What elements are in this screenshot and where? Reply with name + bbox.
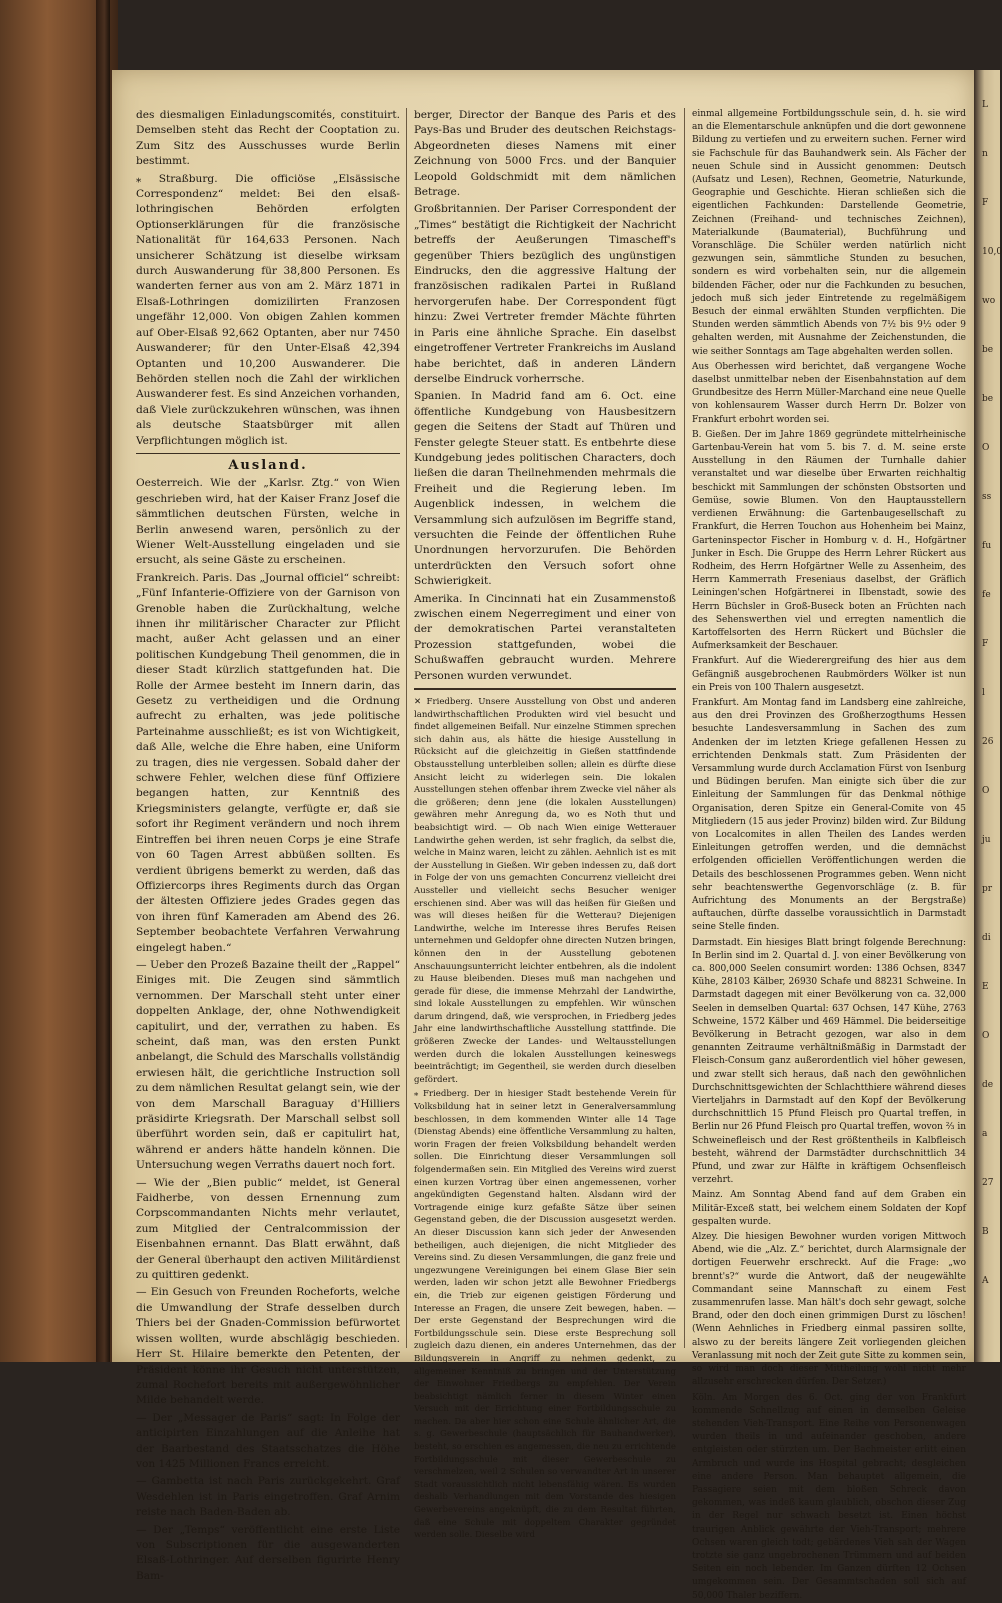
edge-fragment: A xyxy=(982,1276,989,1286)
divider xyxy=(136,453,400,454)
edge-fragment: F xyxy=(982,198,989,208)
paragraph: Mainz. Am Sonntag Abend fand auf dem Graben ein Militär-Exceß statt, bei welchem einem Soldaten der Kopf gespalten wurde. xyxy=(692,1190,966,1227)
paragraph: — Der „Messager de Paris“ sagt: In Folge der anticipirten Einzahlungen auf die Anleihe hat der Baarbestand des Staatsschatzes die Höhe von 1425 Millionen Francs erreicht. xyxy=(136,1411,400,1470)
paragraph: — Gambetta ist nach Paris zurückgekehrt. Graf Wesdehlen ist in Paris eingetroffen. Graf Arnim reiste nach Baden-Baden ab. xyxy=(136,1475,400,1519)
paragraph: des diesmaligen Einladungscomités, constituirt. Demselben steht das Recht der Cooptation zu. Zum Sitz des Ausschusses wurde Berlin bestimmt. xyxy=(136,109,400,168)
edge-fragment: E xyxy=(982,982,989,992)
paragraph: ⁎ Straßburg. Die officiöse „Elsässische Correspondenz“ meldet: Bei den elsaß-lothringischen Behörden erfolgten Optionserklärungen für die französische Nationalität für 164,633 Personen. Nach unsicherer Schätzung ist dieselbe wirksam durch Auswanderung für 38,800 Personen. Es wanderten ferner aus von am 2. März 1871 in Elsaß-Lothringen domizilirten Franzosen ungefähr 12,000. Von obigen Zahlen kommen auf Ober-Elsaß 92,662 Optanten, aber nur 7450 Auswanderer; für den Unter-Elsaß 42,394 Optanten und 10,200 Auswanderer. Die Behörden stellen noch die Zahl der wirklichen Auswanderer fest. Es sind Anzeichen vorhanden, daß Viele zurückzukehren wünschen, was ihnen als deutsche Staatsbürger mit allen Verpflichtungen möglich ist. xyxy=(136,172,400,447)
column-rule xyxy=(684,108,685,1348)
edge-fragment: L xyxy=(982,100,988,110)
spine-stripe xyxy=(96,0,110,1362)
paragraph: Spanien. In Madrid fand am 6. Oct. eine öffentliche Kundgebung von Hausbesitzern gegen die Seitens der Stadt auf Thüren und Fenster gelegte Steuer statt. Es entbehrte diese Kundgebung jedes politischen Characters, doch ließen die daran Theilnehmenden mehrmals die Freiheit und die Regierung leben. Im Augenblick indessen, in welchem die Versammlung sich aufzulösen im Begriffe stand, versuchten die Feinde der öffentlichen Ruhe Unordnungen hervorzurufen. Die Behörden unterdrückten den Versuch sofort ohne Schwierigkeit. xyxy=(414,390,676,588)
edge-fragment: wo xyxy=(982,296,996,306)
edge-fragment: pr xyxy=(982,884,993,894)
next-page-edge xyxy=(974,70,1000,1362)
paragraph: einmal allgemeine Fortbildungsschule sein, d. h. sie wird an die Elementarschule anknüpfen und die dort gewonnene Bildung zu vertiefen und zu erweitern suchen. Ferner wird sie Fachschule für das Bauhandwerk sein. Als Fächer der neuen Schule sind in Aussicht genommen: Deutsch (Aufsatz und Lesen), Rechnen, Geometrie, Naturkunde, Geographie und Geschichte. Hieran schließen sich die eigentlichen Fachkunden: Darstellende Geometrie, Zeichnen (Freihand- und technisches Zeichnen), Materialkunde (Baumaterial), Buchführung und Voranschläge. Die Schüler werden natürlich nicht gezwungen sein, sämmtliche Stunden zu besuchen, sondern es wird vorbehalten sein, nur die allgemein bildenden Fächer, oder nur die Fachkunden zu besuchen, jedoch muß sich jeder Eintretende zu regelmäßigem Besuch der einmal erwählten Stunden verpflichten. Die Stunden werden sämmtlich Abends von 7½ bis 9½ oder 9 gehalten werden, mit Ausnahme der Zeichenstunden, die wie seither Sonntags am Tage abgehalten werden sollen. xyxy=(692,109,966,357)
edge-fragment: fu xyxy=(982,541,992,551)
paragraph: Frankfurt. Am Montag fand im Landsberg eine zahlreiche, aus den drei Provinzen des Großherzogthums Hessen besuchte Landesversammlung in Sachen des zum Andenken der im letzten Kriege gefallenen Hessen zu errichtenden Denkmals statt. Zum Präsidenten der Versammlung wurde durch Acclamation Fürst von Isenburg und Büdingen berufen. Man einigte sich über die zur Einleitung der Sammlungen für das Denkmal nöthige Organisation, deren Spitze ein General-Comite von 45 Mitgliedern (15 aus jeder Provinz) bilden wird. Zur Bildung von Localcomites in allen Theilen des Landes werden Einleitungen getroffen werden, und die demnächst erfolgenden officiellen Veröffentlichungen werden die Details des beschlossenen Programmes geben. Wenn nicht sehr beachtenswerthe Gegenvorschläge (z. B. für Aufrichtung des Monuments an der Bergstraße) auftauchen, dürfte dasselbe voraussichtlich in Darmstadt seine Stelle finden. xyxy=(692,697,966,933)
edge-fragment: di xyxy=(982,933,991,943)
edge-fragment: O xyxy=(982,1031,990,1041)
paragraph: B. Gießen. Der im Jahre 1869 gegründete mittelrheinische Gartenbau-Verein hat vom 5. bis 7. d. M. seine erste Ausstellung in den Räumen der Turnhalle dahier veranstaltet und war dieselbe über Erwarten reichhaltig beschickt mit Sammlungen der schönsten Obstsorten und Gemüse, sowie Blumen. Von den Hauptausstellern verdienen Erwähnung: die Gartenbaugesellschaft zu Frankfurt, die Herren Touchon aus Hohenheim bei Mainz, Garteninspector Fischer in Homburg v. d. H., Hofgärtner Junker in Esch. Die Gruppe des Herrn Lehrer Rückert aus Rodheim, des Herrn Hofgärtner Welle zu Assenheim, des Herrn Kammerrath Freseniaus daselbst, der Gräflich Leiningen'schen Hofgärtnerei in Ilbenstadt, sowie des Herrn Büchsler in Groß-Buseck boten an Früchten nach des Sehenswerthen viel und erregten namentlich die Kartoffelsorten des Herrn Rückert und Büchsler die Aufmerksamkeit der Beschauer. xyxy=(692,429,966,652)
edge-fragment: B xyxy=(982,1227,989,1237)
paragraph: Frankreich. Paris. Das „Journal officiel“ schreibt: „Fünf Infanterie-Offiziere von der Garnison von Grenoble haben die Zurückhaltung, welche ihnen ihr militärischer Character zur Pflicht macht, außer Acht gelassen und an einer politischen Kundgebung Theil genommen, die in dieser Stadt kürzlich stattgefunden hat. Die Rolle der Armee besteht im Innern darin, das Gesetz zu vertheidigen und die Ordnung aufrecht zu erhalten, was jede politische Parteinahme ausschließt; es ist von Wichtigkeit, daß Alle, welche die Ehre haben, eine Uniform zu tragen, dies nie vergessen. Sobald daher der schwere Fehler, welchen diese fünf Offiziere begangen hatten, zur Kenntniß des Kriegsministers gelangte, verfügte er, daß sie sofort ihr Regiment verändern und noch ihrem Eintreffen bei ihren neuen Corps je eine Strafe von 60 Tagen Arrest abbüßen sollten. Es verdient übrigens bemerkt zu werden, daß das Offiziercorps ihres Regiments durch das Organ der ältesten Offiziere jedes Grades gegen das von ihren fünf Kameraden am Abend des 26. September beobachtete Verfahren Verwahrung eingelegt haben.“ xyxy=(136,571,400,954)
newspaper-page xyxy=(112,70,974,1601)
edge-fragment: ss xyxy=(982,492,992,502)
edge-fragment: fe xyxy=(982,590,991,600)
paragraph: Köln. Am Morgen des 6. Oct. ging der von Frankfurt kommende Schnellzug auf einen in demselben Geleise stehenden Vieh-Transport. Eine Reihe von Personenwagen wurden theils in und aufeinander geschoben, andere entgleisten oder stürzten um. Der Bachmeister erlitt einen Armbruch und wurde ins Hospital gebracht; desgleichen eine andere Person. Man behauptet allgemein, die Passagiere seien mit dem bloßen Schreck davon gekommen, was indeß kaum glaublich, obschon dieser Zug in der Regel nur schwach besetzt ist. Einen höchst traurigen Anblick gewährte der Vieh-Transport; mehrere Ochsen waren gleich todt; gebärdenes Vieh sah der Wagen trotzte sie ganz ungebrochenen Trümmern und auf beiden Seiten ein noch lebender. Im Ganzen dürften 12 Ochsen umgekommen sein. Der Gesammtschaden soll sich auf 50,000 Thaler beziffern. xyxy=(692,1392,966,1601)
paragraph: Oesterreich. Wie der „Karlsr. Ztg.“ von Wien geschrieben wird, hat der Kaiser Franz Josef die sämmtlichen deutschen Fürsten, welche in Berlin anwesend waren, persönlich zu der Wiener Welt-Ausstellung eingeladen und sie ersucht, als seine Gäste zu erscheinen. xyxy=(136,477,400,567)
edge-fragment: be xyxy=(982,345,994,355)
section-title: Ausland. xyxy=(228,457,308,473)
paragraph: — Ein Gesuch von Freunden Rocheforts, welche die Umwandlung der Strafe desselben durch Thiers bei der Gnaden-Commission befürwortet wissen wollten, wurde abschlägig beschieden. Herr St. Hilaire bemerkte den Petenten, der Präsident könne ihr Gesuch nicht unterstützen, zumal Rochefort bereits mit außergewöhnlicher Milde behandelt werde. xyxy=(136,1286,400,1407)
edge-fragment: 10,0 xyxy=(982,247,1002,257)
edge-fragment: O xyxy=(982,786,990,796)
paragraph: ✕ Friedberg. Unsere Ausstellung von Obst und anderen landwirthschaftlichen Produkten wird viel besucht und findet allgemeinen Beifall. Nur einzelne Stimmen sprechen sich dahin aus, als hätte die hiesige Ausstellung in Rücksicht auf die gleichzeitig in Gießen stattfindende Obstausstellung unterbleiben sollen; allein es dürfte diese Ansicht leicht zu widerlegen sein. Die lokalen Ausstellungen stehen offenbar ihrem Zwecke viel näher als die größeren; denn jene (die lokalen Ausstellungen) gewähren mehr Anregung da, wo es Noth thut und beabsichtigt wird. — Ob nach Wien einige Wetterauer Landwirthe gehen werden, ist sehr fraglich, da selbst die, welche in Mainz waren, leicht zu zählen. Aehnlich ist es mit der Ausstellung in Gießen. Wir geben indessen zu, daß dort in Folge der von uns gemachten Concurrenz vielleicht drei Aussteller und vielleicht sechs Besucher weniger erschienen sind. Aber was will das heißen für Gießen und was will dieses heißen für die Wetterau? Diejenigen Landwirthe, welche im Interesse ihres Berufes Reisen unternehmen und Geldopfer ohne directen Nutzen bringen, können den in der Ausstellung gebotenen Anschauungsunterricht leichter entbehren, als die indolent zu Hause bleibenden. Dieses muß man nachgehen und gerade für diese, die immense Mehrzahl der Landwirthe, sind lokale Ausstellungen zu empfehlen. Wir wünschen darum dringend, daß, wie versprochen, in Friedberg jedes Jahr eine landwirthschaftliche Ausstellung stattfinde. Die größeren Zwecke der Landes- und Weltausstellungen werden durch die lokalen Ausstellungen keineswegs beeinträchtigt; im Gegentheil, sie werden durch dieselben gefördert. xyxy=(414,697,676,1085)
paragraph: Alzey. Die hiesigen Bewohner wurden vorigen Mittwoch Abend, wie die „Alz. Z.“ berichtet, durch Alarmsignale der dortigen Feuerwehr erschreckt. Auf die Frage: „wo brennt's?“ wurde die Antwort, daß der neugewählte Commandant seine Mannschaft zu einem Fest zusammenrufen lasse. Man hält's doch sehr gewagt, solche Brand, oder den doch einen grimmigen Durst zu löschen! (Wenn Aehnliches in Friedberg einmal passiren sollte, alswo zu der bereits längere Zeit vorliegenden gleichen Veranlassung mit noch der Zeit gute Sitte zu kommen sein, so wird man doch dieser Mittheilung wohl nicht mehr allzusehr erschrecken dürfen. Der Setzer.) xyxy=(692,1232,966,1388)
column-2 xyxy=(414,108,676,1541)
paragraph: Großbritannien. Der Pariser Correspondent der „Times“ bestätigt die Richtigkeit der Nachricht betreffs der Aeußerungen Timascheff's gegenüber Thiers bezüglich des ungünstigen Eindrucks, den die aggressive Haltung der französischen radikalen Partei in Rußland hervorgerufen habe. Der Correspondent fügt hinzu: Zwei Vertreter fremder Mächte führten in Paris eine ähnliche Sprache. Ein daselbst eingetroffener Vertreter Frankreichs im Ausland habe berichtet, daß in anderen Ländern derselbe Eindruck vorherrsche. xyxy=(414,203,676,385)
edge-fragment: 26 xyxy=(982,737,994,747)
edge-fragment: F xyxy=(982,639,989,649)
edge-fragment: n xyxy=(982,149,988,159)
edge-fragment: 27 xyxy=(982,1178,994,1188)
paragraph: berger, Director der Banque des Paris et des Pays-Bas und Bruder des deutschen Reichstags-Abgeordneten dieses Namens mit einer Zeichnung von 5000 Frcs. und der Banquier Leopold Goldschmidt mit dem nämlichen Betrage. xyxy=(414,109,676,199)
paragraph: — Wie der „Bien public“ meldet, ist General Faidherbe, von dessen Ernennung zum Corpscommandanten Nichts mehr verlautet, zum Mitglied der Centralcommission der Eisenbahnen ernannt. Das Blatt erwähnt, daß der General überhaupt den activen Militärdienst zu quittiren gedenkt. xyxy=(136,1176,400,1282)
columns xyxy=(136,108,966,1601)
edge-fragment: de xyxy=(982,1080,994,1090)
paragraph: Frankfurt. Auf die Wiederergreifung des hier aus dem Gefängniß ausgebrochenen Raubmörders Wölker ist nun ein Preis von 100 Thalern ausgesetzt. xyxy=(692,656,966,693)
edge-fragment: ju xyxy=(982,835,991,845)
divider xyxy=(414,688,676,690)
paragraph: Aus Oberhessen wird berichtet, daß vergangene Woche daselbst unmittelbar neben der Eisenbahnstation auf dem Grundbesitze des Herrn Müller-Marchand eine neue Quelle von kohlensaurem Wasser durch Herrn Dr. Bolzer von Frankfurt erbohrt worden sei. xyxy=(692,361,966,425)
column-3 xyxy=(692,108,966,1601)
book-spine xyxy=(0,0,118,1362)
paragraph: Darmstadt. Ein hiesiges Blatt bringt folgende Berechnung: In Berlin sind im 2. Quartal d. J. von einer Bevölkerung von ca. 800,000 Seelen consumirt worden: 1386 Ochsen, 8347 Kühe, 28103 Kälber, 26930 Schafe und 88231 Schweine. In Darmstadt dagegen mit einer Bevölkerung von ca. 32,000 Seelen in demselben Quartal: 637 Ochsen, 147 Kühe, 2763 Schweine, 1572 Kälber und 469 Hämmel. Die beiderseitige Bevölkerung in Betracht gezogen, war also in dem genannten Zeitraume verhältnißmäßig in Darmstadt der Fleisch-Consum ganz außerordentlich viel höher gewesen, und zwar stellt sich heraus, daß nach den gewöhnlichen Durchschnittsgewichten der Schlachtthiere während dieses Vierteljahrs in Darmstadt auf den Kopf der Bevölkerung durchschnittlich 15 Pfund Fleisch pro Quartal treffen, in Berlin nur 26 Pfund Fleisch pro Quartal treffen, wovon ⅔ in Schweinefleisch und der Rest größtentheils in Kalbfleisch besteht, während der Darmstädter durchschnittlich 34 Pfund, und zwar zur Hälfte in kräftigem Ochsenfleisch verzehrt. xyxy=(692,937,966,1186)
column-rule xyxy=(406,108,407,1348)
edge-fragment: O xyxy=(982,443,990,453)
paragraph: — Ueber den Prozeß Bazaine theilt der „Rappel“ Einiges mit. Die Zeugen sind sämmtlich vernommen. Der Marschall steht unter einer doppelten Anklage, der, ohne Nothwendigkeit capitulirt, und der, verrathen zu haben. Es scheint, daß man, was den ersten Punkt anbelangt, die Schuld des Marschalls vollständig erwiesen hält, die gerichtliche Instruction soll zu dem nämlichen Resultat gelangt sein, wie der von dem Marschall Baraguay d'Hilliers präsidirte Kriegsrath. Der Marschall selbst soll überführt worden sein, daß er capitulirt hat, während er anders hätte handeln können. Die Untersuchung wegen Verraths dauert noch fort. xyxy=(136,958,400,1172)
paragraph: Amerika. In Cincinnati hat ein Zusammenstoß zwischen einem Negerregiment und einer von der demokratischen Partei veranstalteten Prozession stattgefunden, wobei die Schußwaffen gebraucht wurden. Mehrere Personen wurden verwundet. xyxy=(414,592,676,682)
paragraph: — Der „Temps“ veröffentlicht eine erste Liste von Subscriptionen für die ausgewanderten Elsaß-Lothringer. Auf derselben figurirte Henry Bam- xyxy=(136,1523,400,1582)
edge-fragment: be xyxy=(982,394,994,404)
paragraph: ⁎ Friedberg. Der in hiesiger Stadt bestehende Verein für Volksbildung hat in seiner letzt in Generalversammlung beschlossen, in dem kommenden Winter alle 14 Tage (Dienstag Abends) eine öffentliche Versammlung zu halten, worin Fragen der freien Volksbildung behandelt werden sollen. Die Einrichtung dieser Versammlungen soll folgendermaßen sein. Ein Mitglied des Vereins wird zuerst einen kurzen Vortrag über einen angemessenen, vorher angekündigten Gegenstand halten. Alsdann wird der Vortragende einige kurz gefaßte Sätze über seinen Gegenstand geben, die der Discussion ausgesetzt werden. An dieser Discussion kann sich jeder der Anwesenden betheiligen, auch diejenigen, die nicht Mitglieder des Vereins sind. Zu diesen Versammlungen, die ganz freie und ungezwungene Vereinigungen bei einem Glase Bier sein werden, laden wir schon jetzt alle Bewohner Friedbergs ein, die Trieb zur eigenen geistigen Förderung und Interesse an Fragen, die unsere Zeit bewegen, haben. — Der erste Gegenstand der Besprechungen wird die Fortbildungsschule sein. Diese erste Besprechung soll zugleich dazu dienen, ein anderes Unternehmen, das der Bildungsverein in Angriff zu nehmen gedenkt, zu allgemeiner Kenntniß zu bringen und der Unterstützung der Einwohner Friedbergs zu empfehlen. Der Verein beabsichtigt nämlich ferner in diesem Winter einen Versuch mit der Errichtung einer Fortbildungsschule zu machen. Da aber hier schon eine Schule ähnlicher Art, die s. g. Gewerbeschule (hauptsächlich für Bauhandwerker), besteht, so erschien es angemessen, die neu zu errichtende Fortbildungsschule mit dieser Gewerbeschule zu verschmelzen, weil 2 Schulen so verwandter Art in unserer Stadt voraussichtlich nicht lebensfähig wären. Es wurden deshalb Verhandlungen mit dem Vorstande des hiesigen Gewerbevereins angeknüpft, die zu dem Resultat führten, daß eine Schule mit doppeltem Charakter gegründet werden solle. Dieselbe wird xyxy=(414,1089,676,1541)
edge-fragment: l xyxy=(982,688,985,698)
column-1 xyxy=(136,108,400,1582)
edge-fragment: a xyxy=(982,1129,988,1139)
